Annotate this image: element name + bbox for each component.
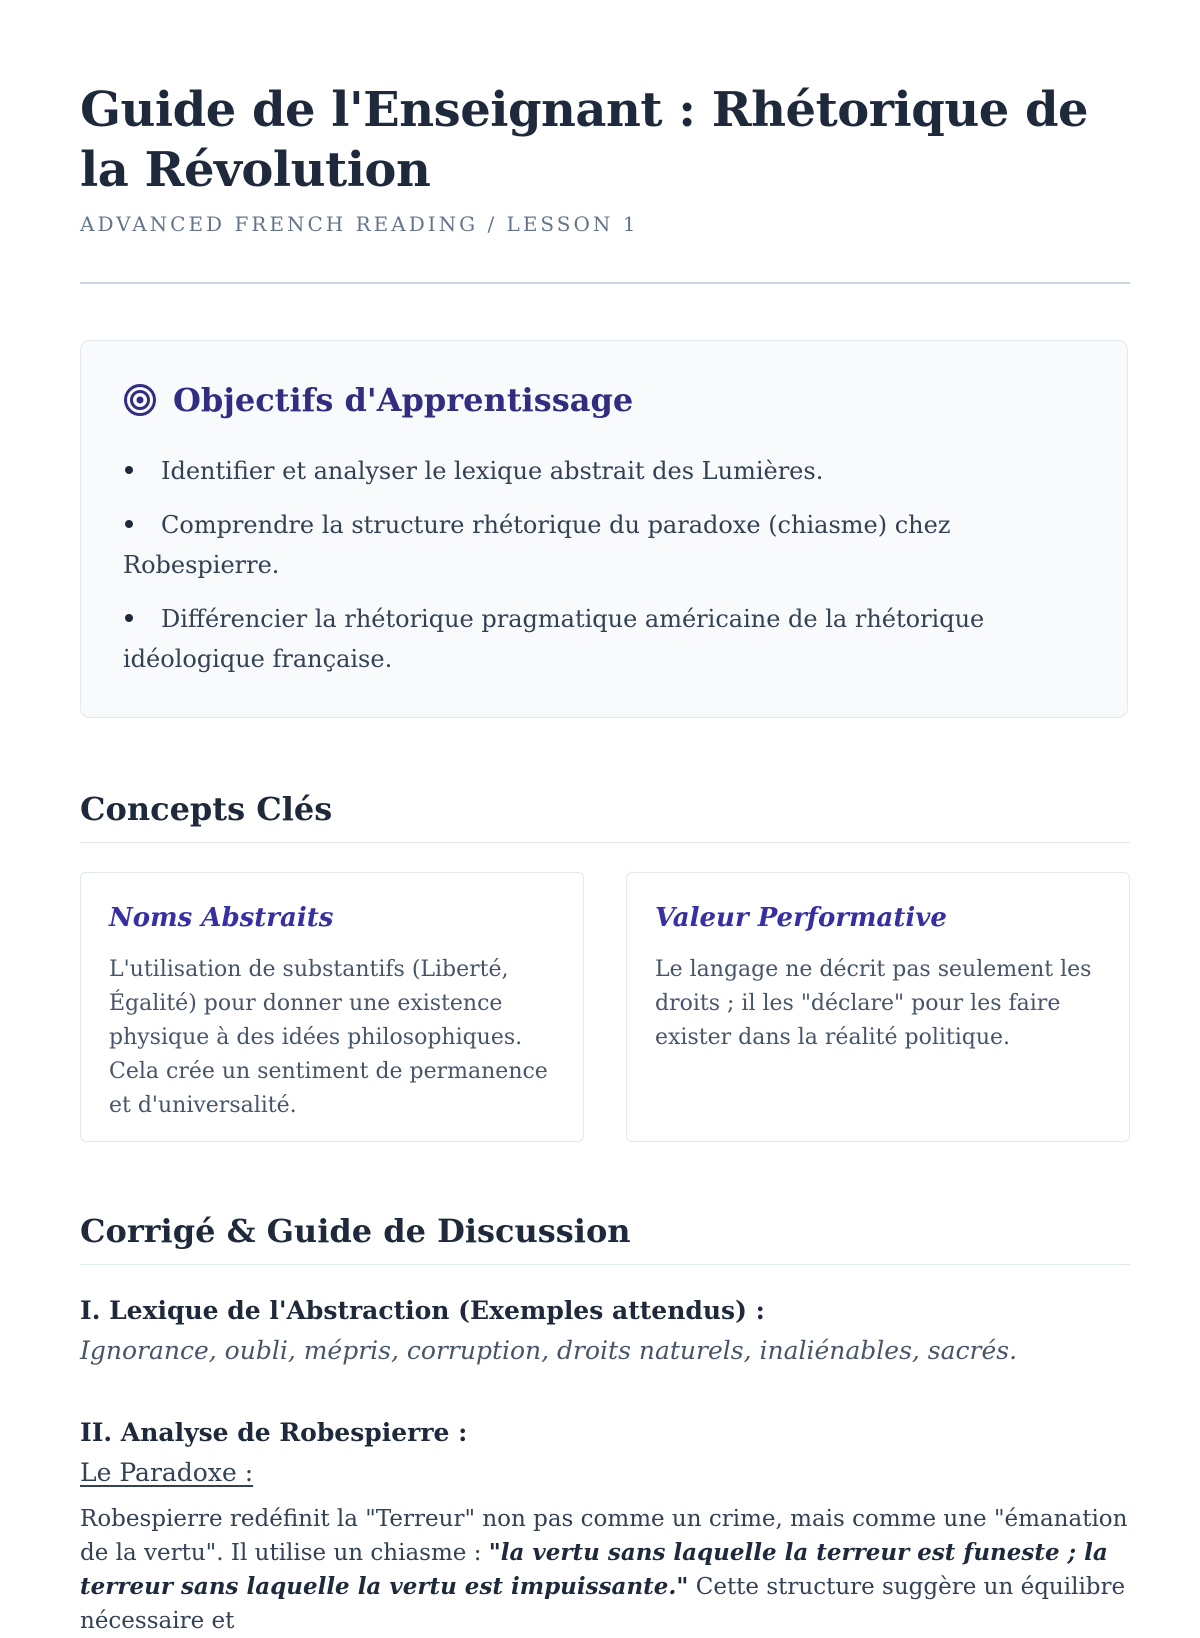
concept-card-title: Noms Abstraits bbox=[109, 903, 334, 933]
concept-card-text: Le langage ne décrit pas seulement les droits ; il les "déclare" pour les faire exister dans la réalité politique. bbox=[655, 957, 1092, 1050]
page-title: Guide de l'Enseignant : Rhétorique de la Révolution bbox=[80, 82, 1089, 198]
list-item bbox=[123, 599, 1083, 679]
objectives-heading bbox=[123, 381, 633, 419]
objectives-heading-text: Objectifs d'Apprentissage bbox=[173, 381, 634, 419]
robespierre-label: II. Analyse de Robespierre : bbox=[80, 1418, 468, 1447]
list-item bbox=[123, 505, 1083, 585]
lexicon-label: I. Lexique de l'Abstraction (Exemples attendus) : bbox=[80, 1296, 765, 1325]
objectives-panel bbox=[80, 340, 1128, 718]
paradox-sublabel: Le Paradoxe : bbox=[80, 1458, 254, 1487]
target-icon bbox=[123, 383, 157, 417]
objective-text: Identifier et analyser le lexique abstrait des Lumières. bbox=[161, 457, 824, 485]
lexicon-examples: Ignorance, oubli, mépris, corruption, droits naturels, inaliénables, sacrés. bbox=[80, 1336, 1018, 1365]
analysis-text-before: Robespierre redéfinit la "Terreur" non pas comme un crime, mais comme une "émanation de la vertu". Il utilise un chiasme : bbox=[80, 1506, 1128, 1566]
concept-card-title: Valeur Performative bbox=[655, 903, 947, 933]
concept-card-text: L'utilisation de substantifs (Liberté, Égalité) pour donner une existence physique à des idées philosophiques. Cela crée un sentiment de permanence et d'universalité. bbox=[109, 957, 548, 1118]
concept-card-performative-value bbox=[626, 872, 1130, 1142]
objective-text: Différencier la rhétorique pragmatique américaine de la rhétorique idéologique française. bbox=[123, 605, 985, 673]
list-item bbox=[123, 451, 1083, 491]
answer-key-heading: Corrigé & Guide de Discussion bbox=[80, 1212, 631, 1250]
objectives-list bbox=[123, 451, 1083, 693]
concepts-divider bbox=[80, 842, 1130, 843]
bullet bbox=[125, 520, 133, 528]
robespierre-analysis bbox=[80, 1502, 1140, 1638]
bullet bbox=[125, 466, 133, 474]
page-subtitle: ADVANCED FRENCH READING / LESSON 1 bbox=[80, 212, 639, 236]
concept-card-abstract-nouns bbox=[80, 872, 584, 1142]
bullet bbox=[125, 614, 133, 622]
title-divider bbox=[80, 282, 1130, 284]
analysis-text-after: Cette structure suggère un équilibre nécessaire et bbox=[80, 1574, 1126, 1634]
objective-text: Comprendre la structure rhétorique du paradoxe (chiasme) chez Robespierre. bbox=[123, 511, 951, 579]
concepts-heading: Concepts Clés bbox=[80, 790, 333, 828]
chiasmus-quote: "la vertu sans laquelle la terreur est funeste ; la terreur sans laquelle la vertu est impuissante." bbox=[80, 1539, 1108, 1600]
answer-key-divider bbox=[80, 1264, 1130, 1265]
